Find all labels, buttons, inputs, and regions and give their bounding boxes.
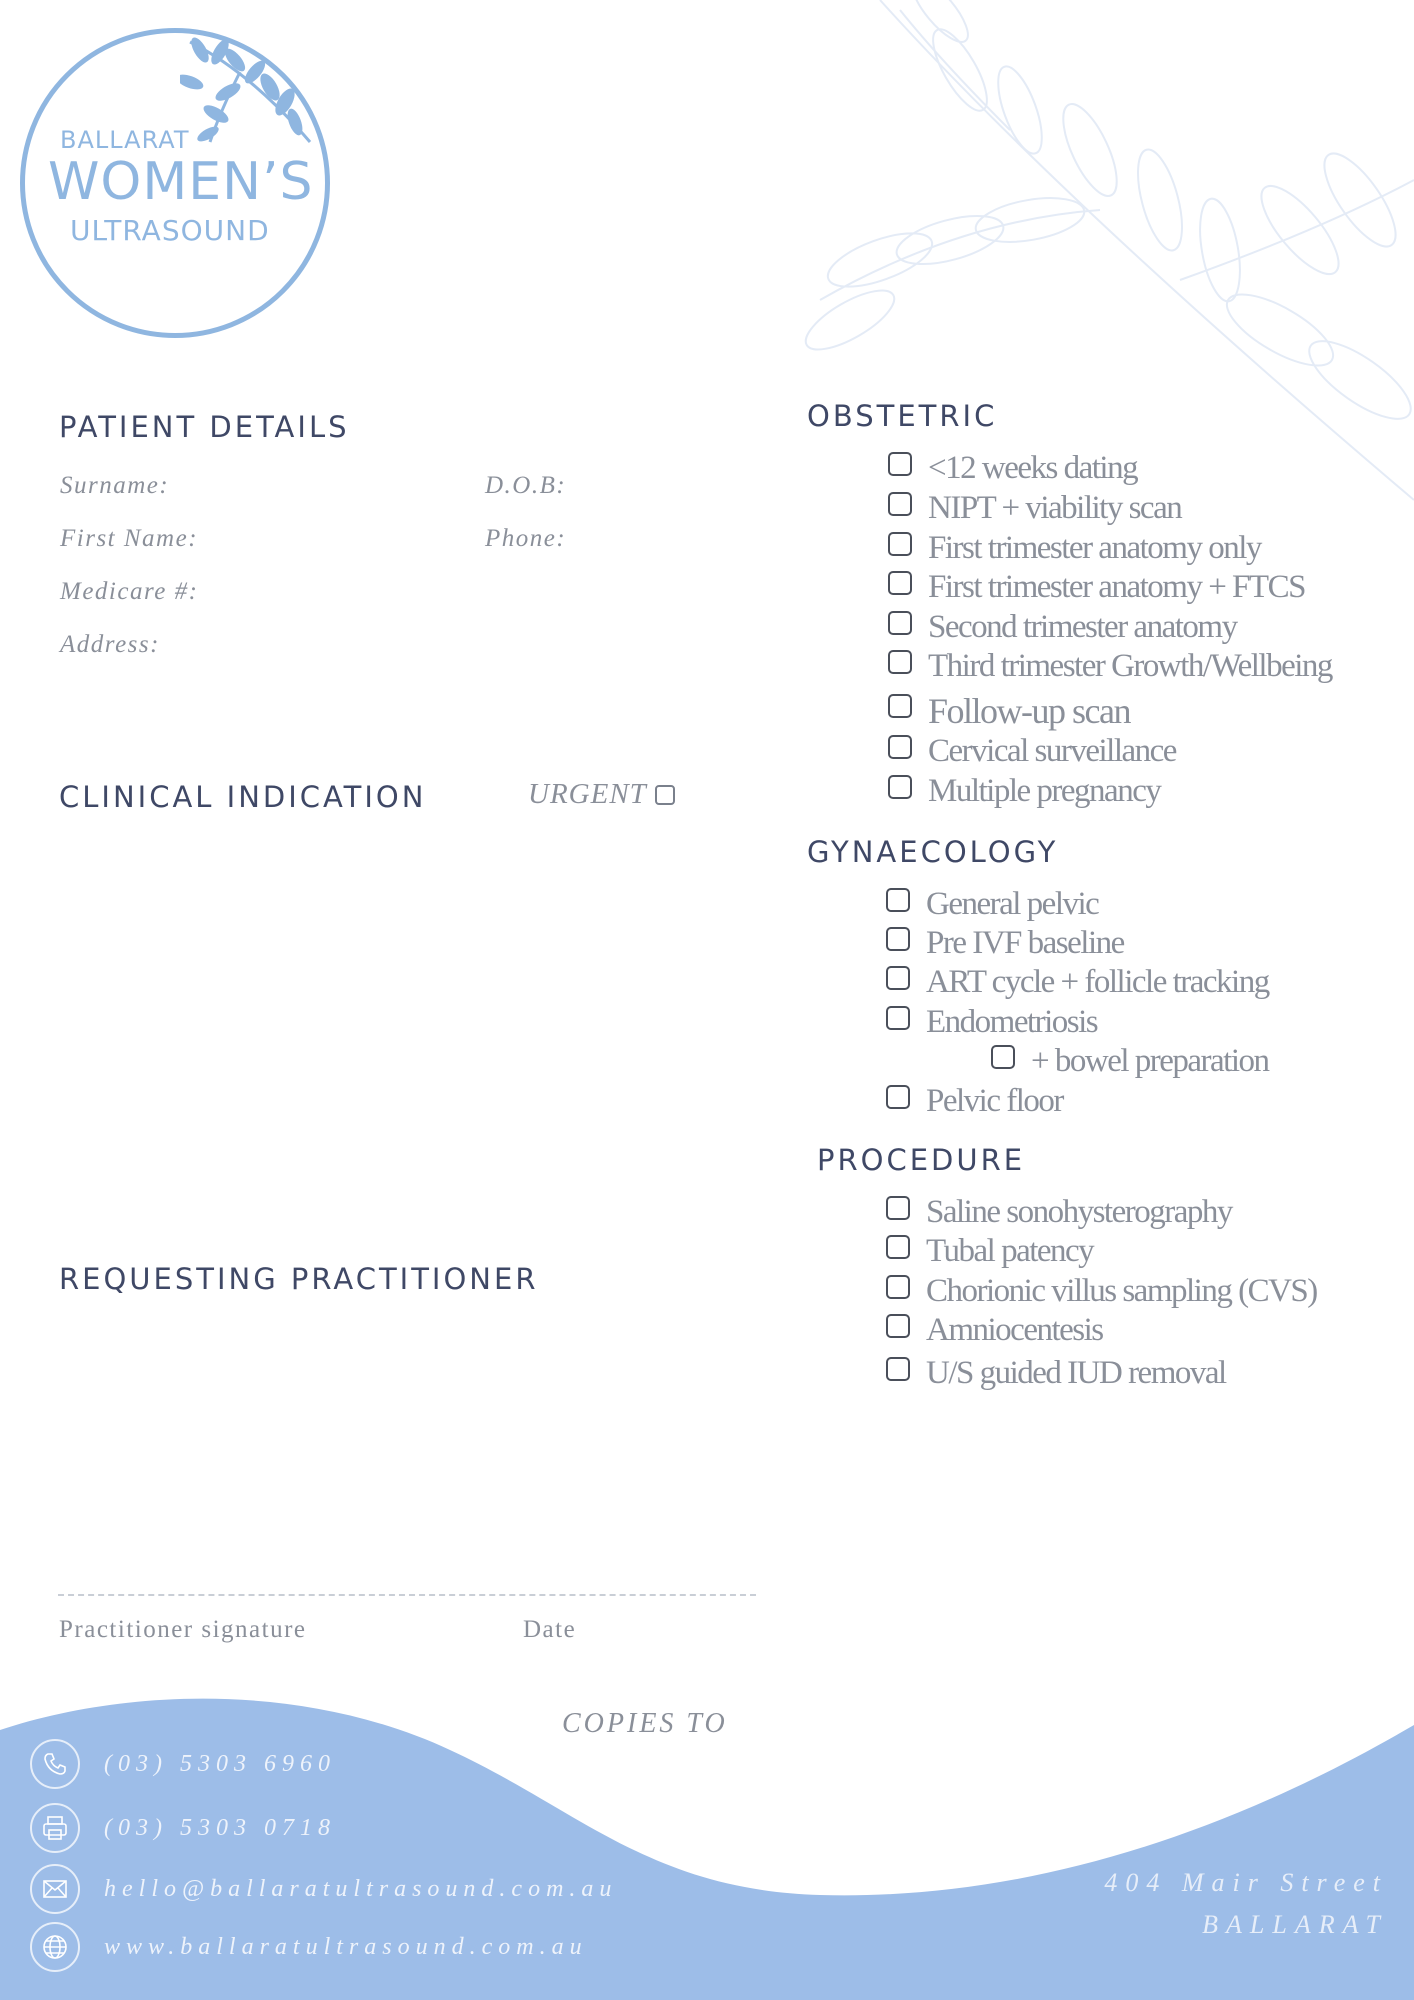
option-label: U/S guided IUD removal [926, 1355, 1226, 1391]
option-label: First trimester anatomy + FTCS [928, 569, 1305, 605]
patient-details-heading: PATIENT DETAILS [59, 410, 350, 444]
globe-icon [30, 1922, 80, 1972]
option-label: Follow-up scan [928, 691, 1130, 731]
option-label: Saline sonohysterography [926, 1194, 1232, 1230]
gynaecology-heading: GYNAECOLOGY [807, 835, 1059, 869]
checkbox[interactable] [888, 571, 912, 595]
checkbox[interactable] [888, 650, 912, 674]
obstetric-option[interactable] [888, 490, 1181, 527]
obstetric-option[interactable] [888, 690, 1130, 732]
fax-icon [30, 1803, 80, 1853]
checkbox[interactable] [886, 1357, 910, 1381]
email-address[interactable]: hello@ballaratultrasound.com.au [104, 1875, 618, 1902]
option-label: Second trimester anatomy [928, 609, 1237, 645]
procedure-heading: PROCEDURE [817, 1143, 1026, 1177]
website-address[interactable]: www.ballaratultrasound.com.au [104, 1933, 588, 1960]
obstetric-option[interactable] [888, 569, 1305, 606]
phone-icon [30, 1739, 80, 1789]
obstetric-option[interactable] [888, 530, 1261, 567]
option-label: Pre IVF baseline [926, 925, 1124, 961]
gynaecology-option[interactable] [886, 1083, 1063, 1120]
phone-contact [30, 1739, 336, 1789]
option-label: ART cycle + follicle tracking [926, 964, 1269, 1000]
street-address: 404 Mair Street [1104, 1868, 1388, 1897]
logo-line-ultrasound: ULTRASOUND [70, 214, 270, 247]
gynaecology-option[interactable] [886, 925, 1124, 962]
option-label: NIPT + viability scan [928, 490, 1182, 526]
procedure-option[interactable] [886, 1233, 1093, 1270]
web-contact [30, 1922, 588, 1972]
obstetric-option[interactable] [888, 733, 1176, 770]
obstetric-option[interactable] [888, 773, 1160, 810]
logo-leaf-sprig [180, 32, 320, 152]
checkbox[interactable] [886, 1275, 910, 1299]
obstetric-option[interactable] [888, 450, 1137, 487]
signature-date-label: Date [523, 1616, 577, 1643]
option-label: Cervical surveillance [928, 733, 1176, 769]
dob-field[interactable]: D.O.B: [485, 472, 567, 499]
procedure-option[interactable] [886, 1273, 1317, 1310]
checkbox[interactable] [886, 1196, 910, 1220]
address-field[interactable]: Address: [60, 631, 160, 658]
checkbox[interactable] [888, 735, 912, 759]
leaf-branch-decoration [760, 0, 1414, 520]
obstetric-option[interactable] [888, 609, 1237, 646]
obstetric-option[interactable] [888, 648, 1332, 685]
urgent-label: URGENT [528, 778, 647, 810]
copies-to-label: COPIES TO [562, 1708, 728, 1739]
city-address: BALLARAT [1202, 1910, 1388, 1939]
checkbox[interactable] [886, 966, 910, 990]
checkbox[interactable] [886, 1314, 910, 1338]
checkbox[interactable] [886, 1085, 910, 1109]
gynaecology-sub-option[interactable] [991, 1043, 1269, 1080]
email-icon [30, 1864, 80, 1914]
option-label: Pelvic floor [926, 1083, 1063, 1119]
procedure-option[interactable] [886, 1194, 1232, 1231]
fax-contact [30, 1803, 336, 1853]
option-label: Chorionic villus sampling (CVS) [926, 1273, 1317, 1309]
checkbox[interactable] [888, 532, 912, 556]
logo-line-womens: WOMEN’S [48, 152, 314, 212]
checkbox[interactable] [886, 927, 910, 951]
checkbox[interactable] [888, 611, 912, 635]
clinic-logo [20, 28, 330, 338]
fax-number[interactable]: (03) 5303 0718 [104, 1814, 336, 1841]
option-label: General pelvic [926, 886, 1099, 922]
practitioner-signature-label: Practitioner signature [59, 1616, 307, 1643]
medicare-field[interactable]: Medicare #: [60, 578, 199, 605]
option-label: Amniocentesis [926, 1312, 1103, 1348]
checkbox[interactable] [991, 1045, 1015, 1069]
obstetric-heading: OBSTETRIC [807, 399, 998, 433]
gynaecology-option[interactable] [886, 886, 1098, 923]
signature-line [58, 1594, 756, 1596]
gynaecology-option[interactable] [886, 1004, 1097, 1041]
gynaecology-option[interactable] [886, 964, 1269, 1001]
checkbox[interactable] [888, 694, 912, 718]
urgent-checkbox[interactable] [655, 785, 675, 805]
option-label: First trimester anatomy only [928, 530, 1261, 566]
option-label: Tubal patency [926, 1233, 1094, 1269]
first-name-field[interactable]: First Name: [60, 525, 199, 552]
checkbox[interactable] [888, 452, 912, 476]
surname-field[interactable]: Surname: [60, 472, 170, 499]
option-label: Multiple pregnancy [928, 773, 1161, 809]
option-label: Third trimester Growth/Wellbeing [928, 648, 1332, 684]
procedure-option[interactable] [886, 1355, 1226, 1392]
phone-number[interactable]: (03) 5303 6960 [104, 1750, 336, 1777]
option-label: Endometriosis [926, 1004, 1098, 1040]
option-label: <12 weeks dating [928, 450, 1138, 486]
checkbox[interactable] [886, 1235, 910, 1259]
option-label: + bowel preparation [1031, 1043, 1269, 1079]
urgent-option[interactable] [528, 778, 675, 811]
email-contact [30, 1864, 617, 1914]
phone-field[interactable]: Phone: [485, 525, 567, 552]
logo-line-ballarat: BALLARAT [60, 126, 190, 154]
checkbox[interactable] [886, 888, 910, 912]
checkbox[interactable] [886, 1006, 910, 1030]
checkbox[interactable] [888, 492, 912, 516]
checkbox[interactable] [888, 775, 912, 799]
clinical-indication-heading: CLINICAL INDICATION [59, 780, 427, 814]
requesting-practitioner-heading: REQUESTING PRACTITIONER [59, 1262, 539, 1296]
procedure-option[interactable] [886, 1312, 1103, 1349]
